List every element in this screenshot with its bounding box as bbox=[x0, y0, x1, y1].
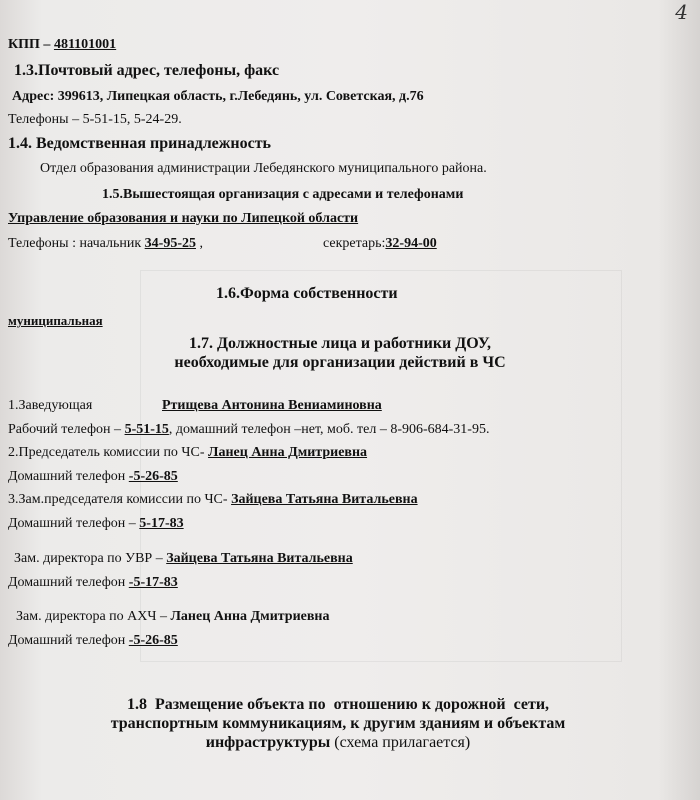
section-1-8-title-line2: транспортным коммуникациям, к другим зданиям и объектам bbox=[110, 715, 566, 732]
kpp-line bbox=[8, 36, 116, 54]
chair-label: 2.Председатель комиссии по ЧС- bbox=[8, 445, 209, 460]
secretary-label: секретарь: bbox=[323, 236, 386, 251]
chair-name: Ланец Анна Дмитриевна bbox=[208, 445, 368, 460]
deputy-uvr-name: Зайцева Татьяна Витальевна bbox=[166, 551, 353, 566]
deputy-ahch-label: Зам. директора по АХЧ – bbox=[16, 609, 171, 624]
deputy-chair-phone-label: Домашний телефон – bbox=[8, 516, 140, 531]
section-1-6-title: 1.6.Форма собственности bbox=[216, 285, 398, 302]
phones-prefix: Телефоны : начальник bbox=[8, 236, 145, 251]
department-text: Отдел образования администрации Лебедянского муниципального района. bbox=[40, 161, 487, 176]
chair-line bbox=[8, 444, 367, 462]
secretary-phone-line bbox=[323, 235, 437, 253]
work-phone-suffix: , домашний телефон –нет, моб. тел – 8-906-684-31-95. bbox=[168, 422, 490, 437]
line3-bold: инфраструктуры bbox=[205, 734, 331, 751]
kpp-value: 481101001 bbox=[53, 37, 117, 52]
section-1-8-title-line3 bbox=[0, 734, 688, 752]
deputy-ahch-phone-line bbox=[8, 632, 178, 650]
section-1-5-title: 1.5.Вышестоящая организация с адресами и телефонами bbox=[102, 187, 464, 202]
section-1-3-title: 1.3.Почтовый адрес, телефоны, факс bbox=[14, 62, 280, 79]
deputy-chair-phone-line bbox=[8, 515, 184, 533]
parent-org-phones bbox=[8, 235, 203, 253]
page-number: 4 bbox=[675, 0, 688, 24]
bleed-through-diagram bbox=[140, 270, 622, 662]
deputy-ahch-phone-label: Домашний телефон bbox=[8, 633, 129, 648]
section-1-8-title-line1: 1.8 Размещение объекта по отношению к дорожной сети, bbox=[126, 696, 550, 713]
chair-phone-line bbox=[8, 468, 178, 486]
deputy-uvr-phone: -5-17-83 bbox=[128, 575, 178, 590]
phones-comma: , bbox=[195, 236, 203, 251]
work-phone: 5-51-15 bbox=[124, 422, 169, 437]
section-1-7-title-line1: 1.7. Должностные лица и работники ДОУ, bbox=[189, 335, 491, 352]
ownership-form: муниципальная bbox=[8, 313, 103, 328]
line3-rest: (схема прилагается) bbox=[330, 734, 471, 751]
head-name: Ртищева Антонина Вениаминовна bbox=[162, 398, 382, 413]
section-1-7-title-line2: необходимые для организации действий в ЧС bbox=[174, 354, 506, 371]
deputy-ahch-line bbox=[16, 608, 330, 626]
deputy-chair-line bbox=[8, 491, 418, 509]
head-phones-line bbox=[8, 421, 489, 439]
deputy-ahch-phone: -5-26-85 bbox=[128, 633, 178, 648]
deputy-ahch-name: Ланец Анна Дмитриевна bbox=[170, 609, 330, 624]
deputy-uvr-phone-label: Домашний телефон bbox=[8, 575, 129, 590]
deputy-chair-phone: 5-17-83 bbox=[139, 516, 184, 531]
deputy-uvr-label: Зам. директора по УВР – bbox=[14, 551, 167, 566]
head-label: 1.Заведующая bbox=[8, 398, 93, 413]
chair-phone: -5-26-85 bbox=[128, 469, 178, 484]
chief-phone: 34-95-25 bbox=[144, 236, 196, 251]
chair-phone-label: Домашний телефон bbox=[8, 469, 129, 484]
deputy-uvr-line bbox=[14, 550, 353, 568]
address-line: Адрес: 399613, Липецкая область, г.Лебедянь, ул. Советская, д.76 bbox=[12, 89, 424, 104]
deputy-uvr-phone-line bbox=[8, 574, 178, 592]
deputy-chair-label: 3.Зам.председателя комиссии по ЧС- bbox=[8, 492, 232, 507]
parent-org-name: Управление образования и науки по Липецкой области bbox=[8, 211, 359, 226]
kpp-label: КПП – bbox=[8, 37, 54, 52]
head-line bbox=[8, 397, 92, 415]
work-phone-prefix: Рабочий телефон – bbox=[8, 422, 125, 437]
section-1-4-title: 1.4. Ведомственная принадлежность bbox=[8, 135, 272, 152]
secretary-phone: 32-94-00 bbox=[385, 236, 437, 251]
deputy-chair-name: Зайцева Татьяна Витальевна bbox=[231, 492, 418, 507]
phones-line: Телефоны – 5-51-15, 5-24-29. bbox=[8, 112, 182, 127]
